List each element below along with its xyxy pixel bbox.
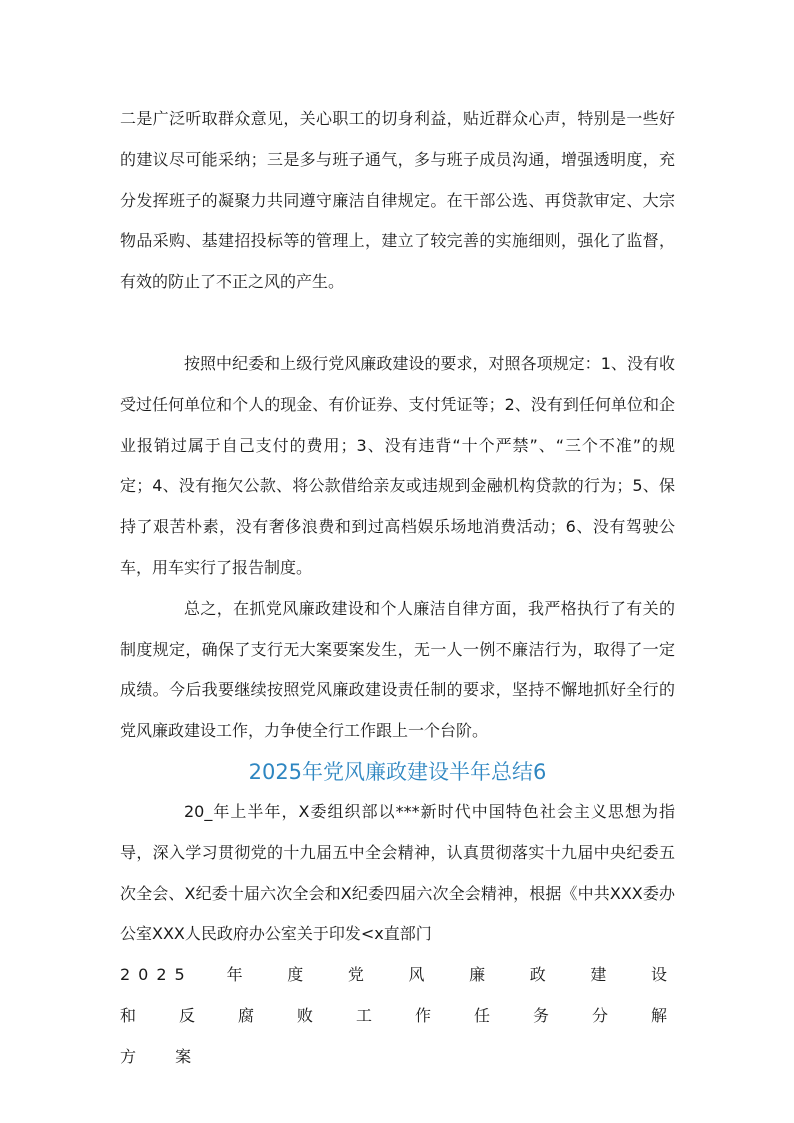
section-paragraph: 20_年上半年，X委组织部以***新时代中国特色社会主义思想为指导，深入学习贯彻党的十九届五中全会精神，认真贯彻落实十九届中央纪委五次全会、X纪委十届六次全会和X纪委四届六次全会精神，根据《中共XXX委办公室XXX人民政府办公室关于印发<x直部门 (120, 801, 675, 944)
body-paragraph-3: 总之，在抓党风廉政建设和个人廉洁自律方面，我严格执行了有关的制度规定，确保了支行无大案要案发生，无一人一例不廉洁行为，取得了一定成绩。今后我要继续按照党风廉政建设责任制的要求，坚持不懈地抓好全行的党风廉政建设工作，力争使全行工作跟上一个台阶。 (120, 598, 675, 741)
document-page (120, 99, 675, 1078)
section-heading: 2025年党风廉政建设半年总结6 (248, 759, 547, 784)
body-paragraph-1: 二是广泛听取群众意见，关心职工的切身利益，贴近群众心声，特别是一些好的建议尽可能采纳；三是多与班子通气，多与班子成员沟通，增强透明度，充分发挥班子的凝聚力共同遵守廉洁自律规定。在干部公选、再贷款审定、大宗物品采购、基建招投标等的管理上，建立了较完善的实施细则，强化了监督，有效的防止了不正之风的产生。 (120, 109, 675, 292)
section-paragraph-continued: 2025 年 度 党 风 廉 政 建 设 和 反 腐 败 工 作 任 务 分 解 方 案 (120, 965, 675, 1066)
body-paragraph-2: 按照中纪委和上级行党风廉政建设的要求，对照各项规定：1、没有收受过任何单位和个人的现金、有价证券、支付凭证等；2、没有到任何单位和企业报销过属于自己支付的费用；3、没有违背“十个严禁”、“三个不准”的规定；4、没有拖欠公款、将公款借给亲友或违规到金融机构贷款的行为；5、保持了艰苦朴素，没有奢侈浪费和到过高档娱乐场地消费活动；6、没有驾驶公车，用车实行了报告制度。 (120, 353, 675, 577)
